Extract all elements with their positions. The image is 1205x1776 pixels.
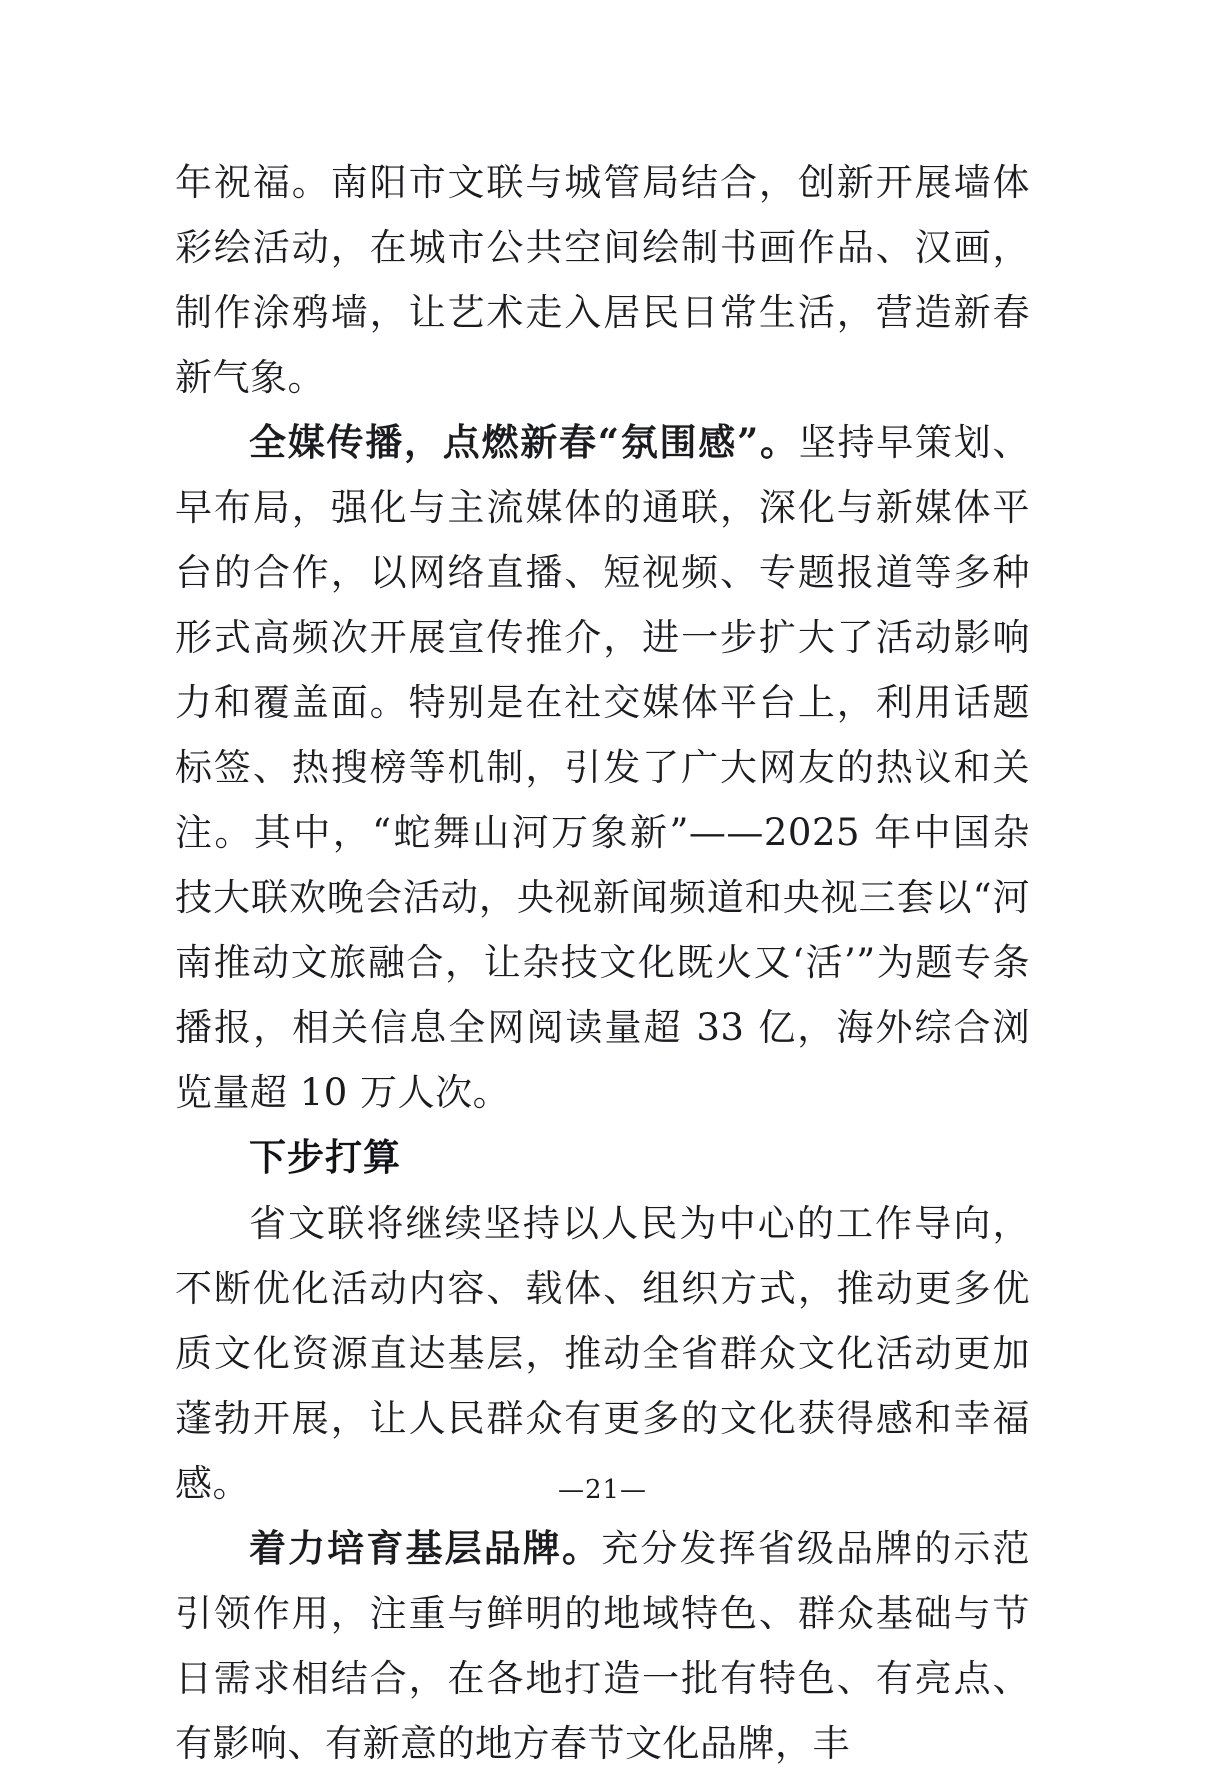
paragraph-lead-phrase: 着力培育基层品牌。 — [249, 1526, 602, 1570]
document-body — [175, 150, 1030, 1776]
paragraph-text: 年祝福。南阳市文联与城管局结合，创新开展墙体彩绘活动，在城市公共空间绘制书画作品、汉画，制作涂鸦墙，让艺术走入居民日常生活，营造新春新气象。 — [175, 161, 1030, 399]
paragraph-media-communication — [175, 410, 1030, 1125]
paragraph-lead-phrase: 全媒传播，点燃新春“氛围感”。 — [249, 420, 799, 464]
paragraph-text: 坚持早策划、早布局，强化与主流媒体的通联，深化与新媒体平台的合作，以网络直播、短视频、专题报道等多种形式高频次开展宣传推介，进一步扩大了活动影响力和覆盖面。特别是在社交媒体平台上，利用话题标签、热搜榜等机制，引发了广大网友的热议和关注。其中，“蛇舞山河万象新”——2025 年中国杂技大联欢晚会活动，央视新闻频道和央视三套以“河南推动文旅融合，让杂技文化既火又‘活’”为题专条播报，相关信息全网阅读量超 33 亿，海外综合浏览量超 10 万人次。 — [175, 421, 1030, 1114]
paragraph-next-steps-overview — [175, 1191, 1030, 1516]
paragraph-continued-mural — [175, 150, 1030, 410]
paragraph-grassroots-brand — [175, 1516, 1030, 1776]
paragraph-text: 省文联将继续坚持以人民为中心的工作导向，不断优化活动内容、载体、组织方式，推动更多优质文化资源直达基层，推动全省群众文化活动更加蓬勃开展，让人民群众有更多的文化获得感和幸福感。 — [175, 1202, 1030, 1505]
section-heading-next-steps: 下步打算 — [249, 1136, 401, 1179]
page-number: —21— — [557, 1475, 648, 1505]
paragraph-text: 充分发挥省级品牌的示范引领作用，注重与鲜明的地域特色、群众基础与节日需求相结合，在各地打造一批有特色、有亮点、有影响、有新意的地方春节文化品牌，丰 — [175, 1527, 1031, 1765]
